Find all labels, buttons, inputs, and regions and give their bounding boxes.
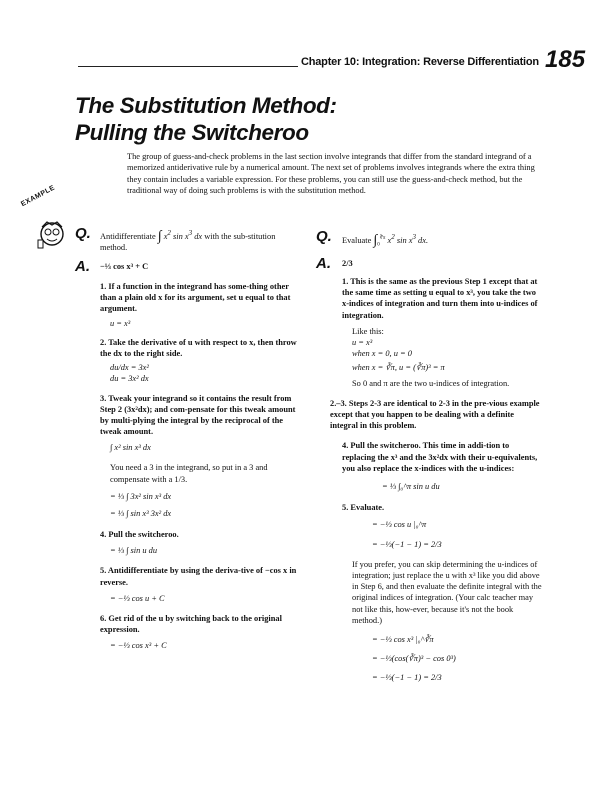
example-label: EXAMPLE bbox=[20, 184, 57, 209]
right-m2: when x = 0, u = 0 bbox=[352, 349, 412, 359]
right-step5-math-a: = −⅓ cos u |₀^π bbox=[372, 520, 427, 530]
right-final-c: = −⅓(−1 − 1) = 2/3 bbox=[372, 673, 442, 683]
left-step3-math: ∫ x² sin x³ dx bbox=[110, 443, 151, 453]
left-question: Antidifferentiate ∫ $x^2$ $\sin x^3$ dx with the sub-stitution method. bbox=[100, 228, 276, 252]
right-like-this: Like this: bbox=[352, 326, 384, 336]
left-step3-math-b: = ⅓ ∫ 3x² sin x³ dx bbox=[110, 491, 172, 501]
left-step6-math: = −⅓ cos x³ + C bbox=[110, 641, 167, 651]
right-step4: 4. Pull the switcheroo. This time in addi-tion to replacing the x³ and the 3x²dx with their u-equivalents, you also replace the x-indices with the u-indices: bbox=[342, 441, 538, 473]
section-title-line1: The Substitution Method: bbox=[75, 93, 337, 118]
left-step1-math: u = x³ bbox=[110, 318, 131, 328]
intro-paragraph: The group of guess-and-check problems in the last section involve integrands that differ from the standard integrand of a memorized antiderivative rule by a numerical amount. The next set of problems involves integrands where the extra thing they contain includes a variable expression. For these problems, you can still use the guess-and-check method, but the traditional way of doing such problems is with the substitution method. bbox=[127, 152, 535, 196]
right-m1: u = x³ bbox=[352, 338, 373, 348]
left-step2-math-b: du = 3x² dx bbox=[110, 374, 149, 384]
left-step3-note: You need a 3 in the integrand, so put in a 3 and compensate with a 1/3. bbox=[110, 462, 268, 484]
right-answer: 2/3 bbox=[342, 259, 353, 268]
right-so-text: So 0 and π are the two u-indices of integration. bbox=[352, 378, 510, 388]
left-steps bbox=[100, 281, 300, 652]
left-q-label: Q. bbox=[75, 225, 91, 242]
left-step5-math: = −⅓ cos u + C bbox=[110, 593, 165, 603]
page-number: 185 bbox=[545, 46, 586, 73]
left-step3: 3. Tweak your integrand so it contains the result from Step 2 (3x²dx); and com-pensate for this tweak amount by multi-plying the integral by the reciprocal of the tweak amount. bbox=[100, 393, 296, 437]
left-a-label: A. bbox=[75, 258, 90, 275]
right-final-a: = −⅓ cos x³ |₀^∛π bbox=[372, 635, 434, 645]
left-step2-math-a: du/dx = 3x² bbox=[110, 363, 149, 373]
left-answer: −⅓ cos x³ + C bbox=[100, 262, 149, 271]
chapter-title: Chapter 10: Integration: Reverse Differentiation bbox=[301, 56, 539, 68]
right-steps bbox=[330, 276, 542, 684]
right-question-lead: Evaluate bbox=[342, 235, 372, 245]
right-final-b: = −⅓(cos(∛π)³ − cos 0³) bbox=[372, 654, 456, 664]
right-step4-math: = ⅓ ∫₀^π sin u du bbox=[382, 482, 440, 492]
left-step3-math-c: = ⅓ ∫ sin x³ 3x² dx bbox=[110, 508, 172, 518]
header-rule bbox=[78, 66, 298, 67]
section-title bbox=[75, 92, 337, 146]
right-q-label: Q. bbox=[316, 228, 332, 245]
right-a-label: A. bbox=[316, 255, 331, 272]
right-step1: 1. This is the same as the previous Step 1 except that at the same time as setting u equal to x³, you take the two x-indices of integration and turn them into u-indices of integration. bbox=[342, 277, 538, 320]
right-step5-math-b: = −⅓(−1 − 1) = 2/3 bbox=[372, 539, 442, 549]
right-question: Evaluate $\int_0^{∛\pi}$ $x^2$ $\sin x^3$ dx. bbox=[342, 232, 429, 248]
left-step4: 4. Pull the switcheroo. bbox=[100, 530, 179, 540]
left-step4-math: = ⅓ ∫ sin u du bbox=[110, 546, 158, 556]
right-step5: 5. Evaluate. bbox=[342, 503, 385, 513]
left-question-lead: Antidifferentiate bbox=[100, 231, 156, 241]
right-note: If you prefer, you can skip determining the u-indices of integration; just replace the u with x³ like you did above in Step 6, and then evaluate the definite integral with the original indices of integration. (Your calc teacher may not like this, how-ever, because it's not the book method.) bbox=[352, 559, 542, 625]
left-question-tail: with the sub-stitution method. bbox=[100, 231, 276, 252]
left-step1: 1. If a function in the integrand has some-thing other than a plain old x for its argument, set u equal to that argument. bbox=[100, 282, 291, 314]
right-step23: 2.–3. Steps 2-3 are identical to 2-3 in the pre-vious example except that you happen to be dealing with a definite integral in this problem. bbox=[330, 398, 540, 431]
left-step6: 6. Get rid of the u by switching back to the original expression. bbox=[100, 614, 282, 635]
example-badge bbox=[18, 184, 78, 250]
right-m3: when x = ∛π, u = (∛π)³ = π bbox=[352, 363, 445, 373]
example-cartoon-icon bbox=[18, 200, 78, 250]
left-step2: 2. Take the derivative of u with respect to x, then throw the dx to the right side. bbox=[100, 337, 297, 359]
left-step5: 5. Antidifferentiate by using the deriva-tive of −cos x in reverse. bbox=[100, 566, 297, 587]
section-title-line2: Pulling the Switcheroo bbox=[75, 120, 309, 145]
